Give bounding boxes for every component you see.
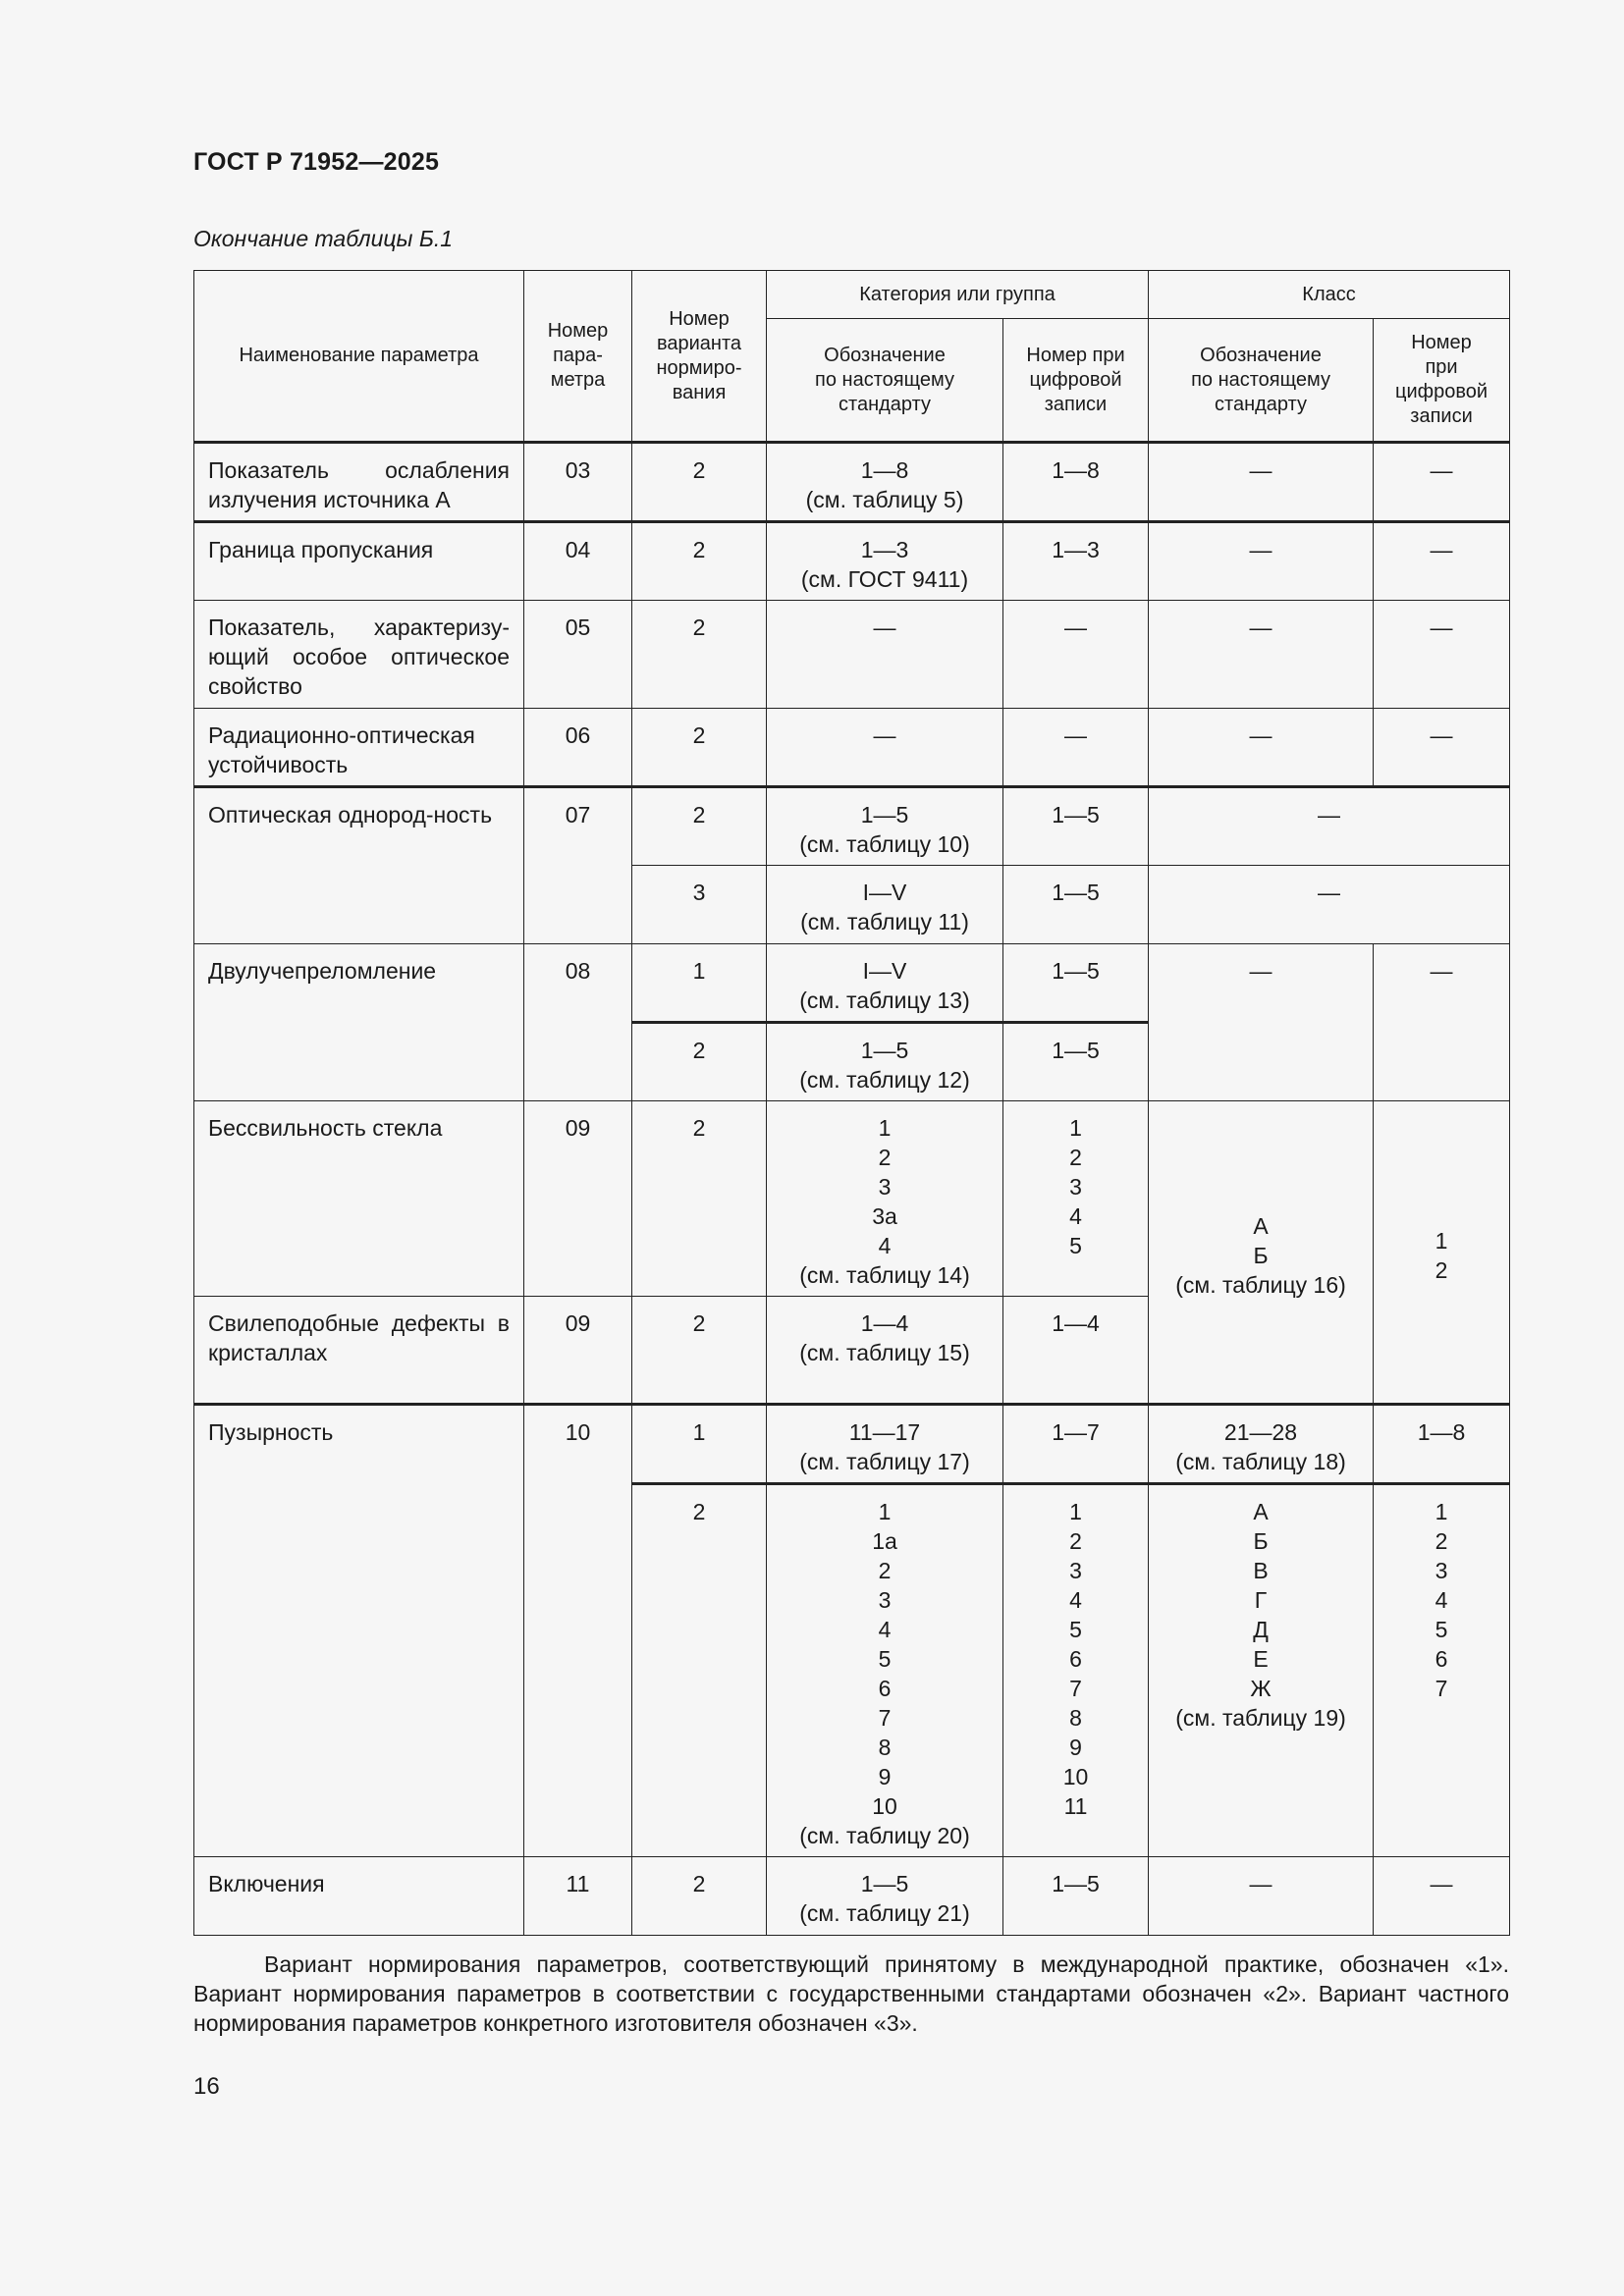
cell-line: 1—5 xyxy=(860,1038,909,1063)
cell-line: 1—7 xyxy=(1052,1419,1100,1445)
cell-line: 1—3 xyxy=(1052,537,1100,562)
cell-line: (см. таблицу 11) xyxy=(800,909,969,934)
category-digital xyxy=(1003,1101,1149,1297)
cell-line: 1а xyxy=(872,1528,897,1554)
cell-line: Б xyxy=(1253,1242,1269,1268)
parameter-name: Показатель, характеризу-ющий особое оптическое свойство xyxy=(194,601,524,709)
header-class-designation xyxy=(1149,319,1374,443)
cell-line: стандарту xyxy=(1215,393,1307,415)
variant-number: 2 xyxy=(632,1484,767,1857)
variant-number: 3 xyxy=(632,866,767,944)
cell-line: 10 xyxy=(1062,1764,1089,1789)
cell-line: — xyxy=(1430,457,1453,483)
cell-line: — xyxy=(1430,614,1453,640)
category-designation xyxy=(767,443,1003,522)
cell-line: 2 xyxy=(878,1558,892,1583)
param-number: 08 xyxy=(524,944,632,1101)
cell-line: — xyxy=(1249,537,1272,562)
cell-line: Б xyxy=(1253,1528,1269,1554)
cell-line: 4 xyxy=(878,1233,892,1258)
cell-line: 5 xyxy=(1069,1233,1082,1258)
cell-line: — xyxy=(1249,614,1272,640)
class-designation xyxy=(1149,1405,1374,1484)
cell-line: — xyxy=(873,722,896,748)
cell-line: 1 xyxy=(878,1499,892,1524)
parameter-name: Пузырность xyxy=(194,1405,524,1857)
cell-line: (см. таблицу 19) xyxy=(1175,1705,1346,1731)
param-number: 04 xyxy=(524,522,632,601)
class-designation xyxy=(1149,1484,1374,1857)
cell-line: 2 xyxy=(878,1145,892,1170)
cell-line: 1—5 xyxy=(1052,802,1100,828)
table-row xyxy=(194,443,1510,522)
cell-line: 6 xyxy=(878,1676,892,1701)
param-number: 06 xyxy=(524,709,632,787)
class-digital xyxy=(1374,709,1510,787)
param-number: 05 xyxy=(524,601,632,709)
variant-number: 2 xyxy=(632,1297,767,1405)
variant-number: 1 xyxy=(632,944,767,1023)
cell-line: (см. таблицу 10) xyxy=(799,831,970,857)
header-parameter-name: Наименование параметра xyxy=(194,271,524,443)
header-category-group: Категория или группа xyxy=(767,271,1149,319)
parameter-name: Включения xyxy=(194,1857,524,1936)
category-designation xyxy=(767,1857,1003,1936)
cell-line: (см. таблицу 13) xyxy=(799,988,970,1013)
table-row xyxy=(194,601,1510,709)
param-number: 03 xyxy=(524,443,632,522)
cell-line: 11—17 xyxy=(848,1419,921,1445)
category-digital xyxy=(1003,1023,1149,1101)
cell-line: — xyxy=(1249,457,1272,483)
cell-line: 3 xyxy=(878,1174,892,1200)
cell-line: 21—28 xyxy=(1223,1419,1298,1445)
cell-line: вания xyxy=(672,381,727,403)
cell-line: 4 xyxy=(1435,1587,1448,1613)
class-digital xyxy=(1374,944,1510,1101)
cell-line: 5 xyxy=(1069,1617,1082,1642)
class-designation xyxy=(1149,1857,1374,1936)
cell-line: 1—3 xyxy=(860,537,909,562)
cell-line: Номер xyxy=(547,320,609,342)
cell-line: 3 xyxy=(1069,1558,1082,1583)
cell-line: — xyxy=(1430,537,1453,562)
class-value: — xyxy=(1149,787,1510,866)
header-class: Класс xyxy=(1149,271,1510,319)
cell-line: 1—8 xyxy=(1417,1419,1466,1445)
cell-line: Обозначение xyxy=(824,344,946,366)
variant-number: 2 xyxy=(632,522,767,601)
category-designation xyxy=(767,709,1003,787)
cell-line: 5 xyxy=(878,1646,892,1672)
cell-line: 1—5 xyxy=(1052,880,1100,905)
category-digital xyxy=(1003,709,1149,787)
cell-line: — xyxy=(1430,722,1453,748)
cell-line: 2 xyxy=(1435,1256,1448,1283)
category-digital xyxy=(1003,1484,1149,1857)
cell-line: 7 xyxy=(878,1705,892,1731)
param-number: 09 xyxy=(524,1101,632,1297)
cell-line: 4 xyxy=(1069,1587,1082,1613)
cell-line: Номер при xyxy=(1026,344,1125,366)
table-row xyxy=(194,787,1510,866)
class-designation xyxy=(1149,1101,1374,1405)
parameters-table xyxy=(193,270,1510,1936)
cell-line: А xyxy=(1253,1499,1269,1524)
category-digital xyxy=(1003,866,1149,944)
cell-line: 3а xyxy=(872,1203,897,1229)
cell-line: 1 xyxy=(1069,1499,1082,1524)
cell-line: — xyxy=(1064,722,1087,748)
cell-line: 1—5 xyxy=(1052,1871,1100,1896)
cell-line: — xyxy=(1249,1871,1272,1896)
cell-line: цифровой xyxy=(1395,381,1489,402)
cell-line: 1—4 xyxy=(1052,1310,1100,1336)
variant-number: 2 xyxy=(632,709,767,787)
cell-line: записи xyxy=(1044,393,1108,415)
table-row xyxy=(194,1101,1510,1297)
cell-line: 7 xyxy=(1069,1676,1082,1701)
param-number: 09 xyxy=(524,1297,632,1405)
category-digital xyxy=(1003,601,1149,709)
cell-line: 1—5 xyxy=(860,802,909,828)
category-designation xyxy=(767,1297,1003,1405)
cell-line: 4 xyxy=(1069,1203,1082,1229)
category-designation xyxy=(767,522,1003,601)
cell-line: 8 xyxy=(878,1735,892,1760)
cell-line: по настоящему xyxy=(1191,368,1330,391)
cell-line: (см. ГОСТ 9411) xyxy=(800,566,969,592)
class-digital xyxy=(1374,522,1510,601)
header-param-number xyxy=(524,271,632,443)
category-designation xyxy=(767,866,1003,944)
category-digital xyxy=(1003,787,1149,866)
cell-line: 6 xyxy=(1069,1646,1082,1672)
variant-number: 2 xyxy=(632,1857,767,1936)
cell-line: (см. таблицу 5) xyxy=(805,487,964,512)
table-row xyxy=(194,522,1510,601)
cell-line: Г xyxy=(1254,1587,1268,1613)
header-variant-number xyxy=(632,271,767,443)
category-designation xyxy=(767,944,1003,1023)
variant-number: 2 xyxy=(632,1101,767,1297)
category-designation xyxy=(767,601,1003,709)
cell-line: 2 xyxy=(1069,1145,1082,1170)
cell-line: 6 xyxy=(1435,1646,1448,1672)
cell-line: по настоящему xyxy=(815,368,954,391)
cell-line: (см. таблицу 12) xyxy=(799,1067,970,1093)
table-row xyxy=(194,1857,1510,1936)
parameter-name: Граница пропускания xyxy=(194,522,524,601)
footnote xyxy=(193,1949,1509,2038)
cell-line: 3 xyxy=(878,1587,892,1613)
cell-line: 1—8 xyxy=(860,457,909,483)
header-class-digital xyxy=(1374,319,1510,443)
cell-line: 10 xyxy=(872,1793,897,1819)
cell-line: (см. таблицу 20) xyxy=(799,1823,970,1848)
category-designation xyxy=(767,1023,1003,1101)
cell-line: (см. таблицу 18) xyxy=(1175,1449,1346,1474)
class-designation xyxy=(1149,709,1374,787)
category-digital xyxy=(1003,1297,1149,1405)
cell-line: 1 xyxy=(1435,1227,1448,1254)
cell-line: 1—8 xyxy=(1052,457,1100,483)
class-designation xyxy=(1149,522,1374,601)
cell-line: Обозначение xyxy=(1200,344,1322,366)
class-digital xyxy=(1374,1101,1510,1405)
cell-line: — xyxy=(1430,1871,1453,1896)
param-number: 07 xyxy=(524,787,632,944)
cell-line: 8 xyxy=(1069,1705,1082,1731)
class-designation xyxy=(1149,944,1374,1101)
class-designation xyxy=(1149,443,1374,522)
cell-line: — xyxy=(1064,614,1087,640)
cell-line: 3 xyxy=(1069,1174,1082,1200)
param-number: 10 xyxy=(524,1405,632,1857)
cell-line: I—V xyxy=(862,958,907,984)
class-digital xyxy=(1374,1484,1510,1857)
category-designation xyxy=(767,1484,1003,1857)
cell-line: 1 xyxy=(1435,1499,1448,1524)
cell-line: записи xyxy=(1410,405,1473,427)
cell-line: 1—5 xyxy=(860,1871,909,1896)
cell-line: — xyxy=(1249,958,1272,984)
cell-line: Ж xyxy=(1250,1676,1272,1701)
parameter-name: Радиационно-оптическая устойчивость xyxy=(194,709,524,787)
cell-line: 5 xyxy=(1435,1617,1448,1642)
parameter-name: Двулучепреломление xyxy=(194,944,524,1101)
cell-line: (см. таблицу 14) xyxy=(799,1262,970,1288)
class-digital xyxy=(1374,601,1510,709)
class-digital xyxy=(1374,1857,1510,1936)
cell-line: 1 xyxy=(878,1115,892,1141)
cell-line: 11 xyxy=(1063,1793,1088,1819)
category-digital xyxy=(1003,443,1149,522)
cell-line: (см. таблицу 21) xyxy=(799,1900,970,1926)
cell-line: цифровой xyxy=(1029,368,1122,391)
parameter-name: Показатель ослабления излучения источника А xyxy=(194,443,524,522)
cell-line: стандарту xyxy=(839,393,931,415)
category-digital xyxy=(1003,1405,1149,1484)
category-designation xyxy=(767,787,1003,866)
table-row xyxy=(194,944,1510,1023)
variant-number: 2 xyxy=(632,787,767,866)
category-digital xyxy=(1003,522,1149,601)
cell-line: (см. таблицу 17) xyxy=(799,1449,970,1474)
header-category-digital xyxy=(1003,319,1149,443)
param-number: 11 xyxy=(524,1857,632,1936)
cell-line: Номер xyxy=(669,307,730,330)
cell-line: Д xyxy=(1253,1617,1269,1642)
cell-line: Е xyxy=(1253,1646,1269,1672)
cell-line: варианта xyxy=(656,332,742,354)
category-designation xyxy=(767,1405,1003,1484)
class-digital xyxy=(1374,1405,1510,1484)
category-digital xyxy=(1003,944,1149,1023)
table-caption: Окончание таблицы Б.1 xyxy=(193,226,454,251)
cell-line: 3 xyxy=(1435,1558,1448,1583)
cell-line: I—V xyxy=(862,880,907,905)
cell-line: Номер xyxy=(1411,332,1472,353)
parameter-name: Свилеподобные дефекты в кристаллах xyxy=(194,1297,524,1405)
cell-line: А xyxy=(1253,1212,1269,1239)
cell-line: 1—5 xyxy=(1052,958,1100,984)
cell-line: 2 xyxy=(1435,1528,1448,1554)
document-header: ГОСТ Р 71952—2025 xyxy=(193,148,440,176)
cell-line: 7 xyxy=(1435,1676,1448,1701)
cell-line: В xyxy=(1253,1558,1269,1583)
parameter-name: Бессвильность стекла xyxy=(194,1101,524,1297)
cell-line: при xyxy=(1425,356,1458,378)
variant-number: 2 xyxy=(632,601,767,709)
cell-line: 9 xyxy=(878,1764,892,1789)
variant-number: 1 xyxy=(632,1405,767,1484)
cell-line: 9 xyxy=(1069,1735,1082,1760)
table-row xyxy=(194,1405,1510,1484)
page-number: 16 xyxy=(193,2073,220,2100)
footnote-text: Вариант нормирования параметров, соответствующий принятому в международной практике, обозначен «1». Вариант нормирования параметров в соответствии с государственными стандартами обозначен «2». Вариант частного нормирования параметров конкретного изготовителя обозначен «3». xyxy=(193,1951,1509,2036)
cell-line: 4 xyxy=(878,1617,892,1642)
cell-line: — xyxy=(1430,958,1453,984)
category-designation xyxy=(767,1101,1003,1297)
cell-line: (см. таблицу 15) xyxy=(799,1340,970,1365)
class-digital xyxy=(1374,443,1510,522)
variant-number: 2 xyxy=(632,443,767,522)
cell-line: 1—5 xyxy=(1052,1038,1100,1063)
variant-number: 2 xyxy=(632,1023,767,1101)
cell-line: — xyxy=(1249,722,1272,748)
category-digital xyxy=(1003,1857,1149,1936)
cell-line: метра xyxy=(550,369,606,391)
cell-line: (см. таблицу 16) xyxy=(1175,1271,1346,1298)
parameter-name: Оптическая однород-ность xyxy=(194,787,524,944)
header-category-designation xyxy=(767,319,1003,443)
table-row xyxy=(194,709,1510,787)
cell-line: нормиро- xyxy=(656,356,742,379)
cell-line: — xyxy=(873,614,896,640)
cell-line: 2 xyxy=(1069,1528,1082,1554)
class-value: — xyxy=(1149,866,1510,944)
cell-line: 1—4 xyxy=(860,1310,909,1336)
cell-line: 1 xyxy=(1069,1115,1082,1141)
class-designation xyxy=(1149,601,1374,709)
cell-line: пара- xyxy=(553,345,603,366)
